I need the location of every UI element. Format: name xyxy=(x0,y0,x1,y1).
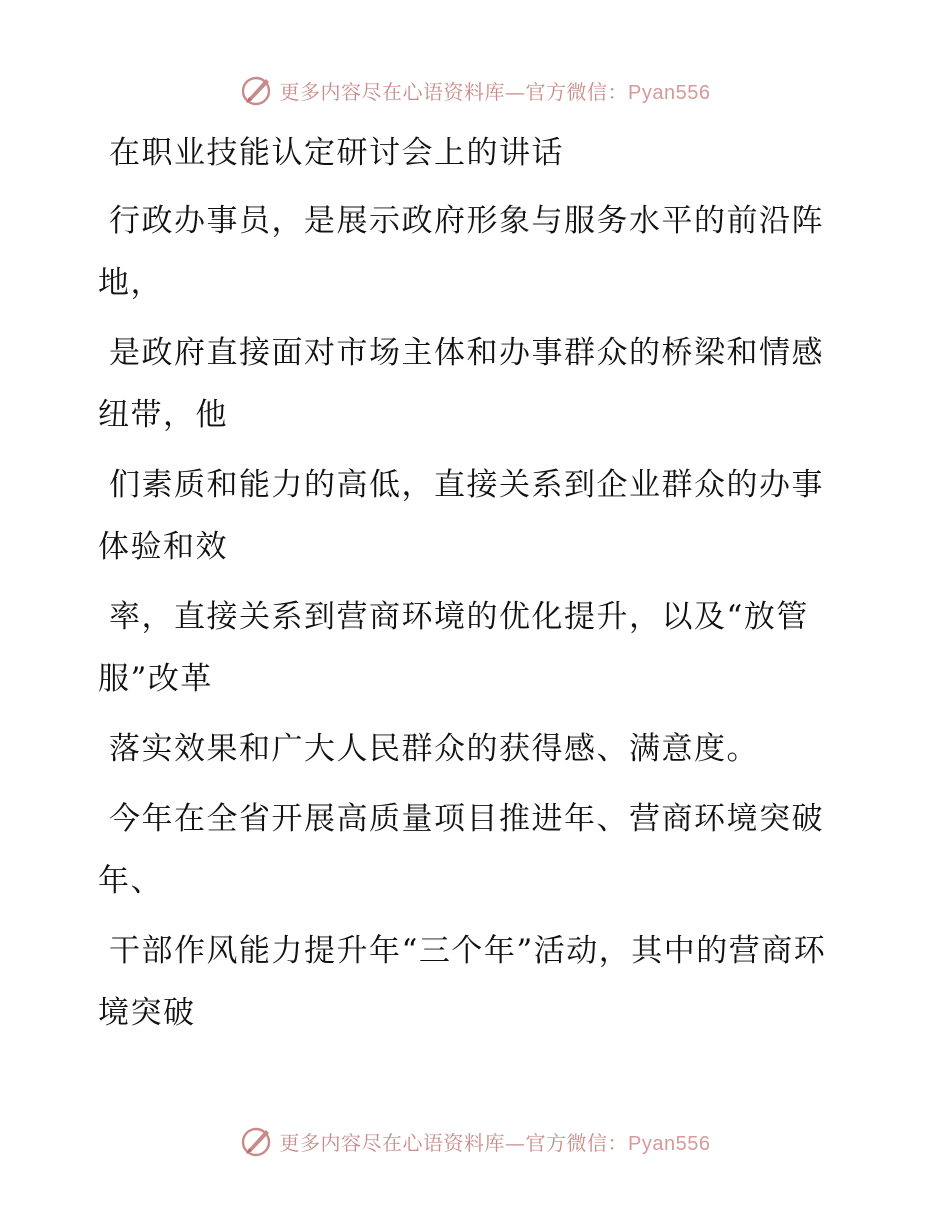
watermark-text: 更多内容尽在心语资料库—官方微信：Pyan556 xyxy=(279,1130,711,1155)
paragraph: 们素质和能力的高低，直接关系到企业群众的办事体验和效 xyxy=(98,467,824,565)
footer-watermark xyxy=(0,1121,950,1161)
quill-logo-icon xyxy=(240,73,274,107)
paragraph: 率，直接关系到营商环境的优化提升，以及“放管服”改革 xyxy=(98,599,809,697)
paragraph: 今年在全省开展高质量项目推进年、营商环境突破年、 xyxy=(98,801,824,899)
header-watermark xyxy=(0,70,950,110)
document-body xyxy=(98,122,838,1052)
document-title: 在职业技能认定研讨会上的讲话 xyxy=(109,135,564,171)
quill-logo-icon xyxy=(240,1124,274,1158)
paragraph: 干部作风能力提升年“三个年”活动，其中的营商环境突破 xyxy=(98,933,827,1031)
watermark-text: 更多内容尽在心语资料库—官方微信：Pyan556 xyxy=(279,79,711,104)
paragraph: 是政府直接面对市场主体和办事群众的桥梁和情感纽带，他 xyxy=(98,335,824,433)
paragraph: 行政办事员，是展示政府形象与服务水平的前沿阵地， xyxy=(98,203,824,301)
paragraph: 落实效果和广大人民群众的获得感、满意度。 xyxy=(109,731,759,767)
